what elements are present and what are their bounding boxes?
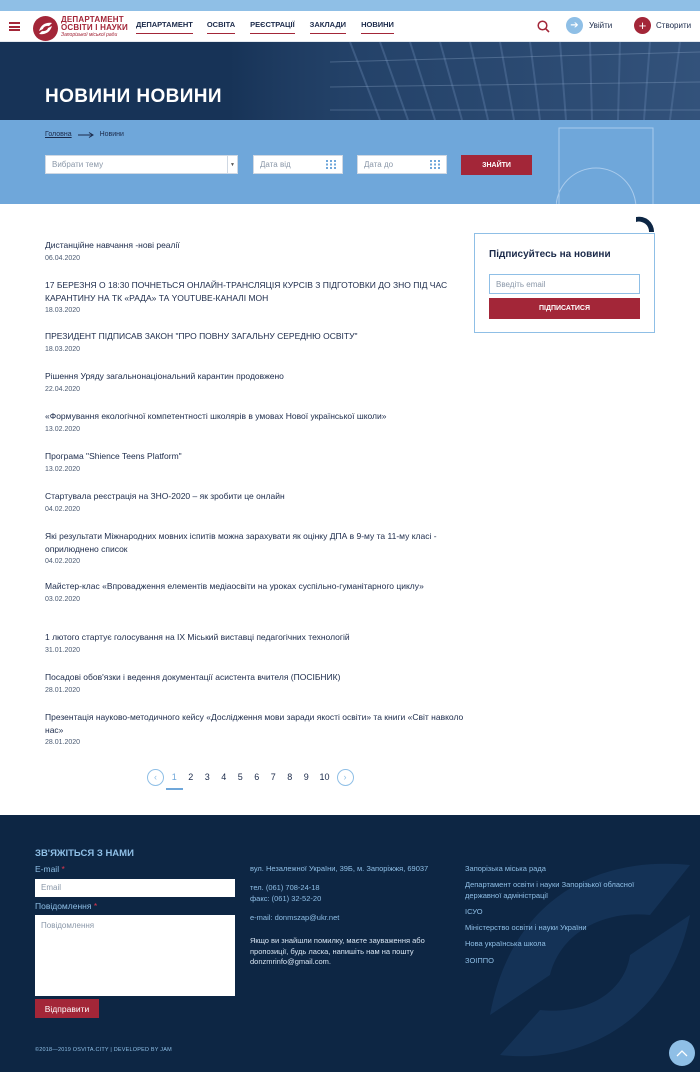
news-item[interactable] — [45, 711, 465, 746]
message-label — [35, 901, 97, 911]
logo-line-2: ОСВІТИ І НАУКИ — [61, 22, 128, 32]
calendar-icon — [430, 160, 440, 169]
news-item[interactable] — [45, 279, 465, 314]
required-mark: * — [61, 864, 65, 874]
footer-phone: тел. (061) 708-24-18 — [250, 883, 320, 892]
hero-banner — [0, 42, 700, 120]
news-title[interactable]: «Формування екологічної компетентності школярів в умовах Нової української школи» — [45, 411, 387, 421]
news-title[interactable]: Які результати Міжнародних мовних іспитів можна зарахувати як оцінку ДПА в 9-му та 11-му класі - оприлюднено список — [45, 531, 437, 554]
find-button[interactable]: ЗНАЙТИ — [461, 155, 532, 175]
footer-note-email[interactable]: donzmrinfo@gmail.com. — [250, 957, 331, 966]
page-link[interactable]: 4 — [221, 772, 227, 782]
footer-link[interactable]: ІСУО — [465, 907, 483, 916]
page-link[interactable]: 3 — [204, 772, 210, 782]
logo-icon[interactable] — [33, 16, 58, 41]
date-to-placeholder: Дата до — [364, 160, 394, 169]
logo-line-3: Запорізької міської ради — [61, 32, 118, 38]
news-date: 04.02.2020 — [45, 558, 81, 565]
footer-link[interactable]: ЗОІППО — [465, 956, 494, 965]
page-title: НОВИНИ НОВИНИ — [45, 86, 222, 107]
subscribe-button[interactable]: ПІДПИСАТИСЯ — [489, 298, 640, 319]
news-date: 04.02.2020 — [45, 505, 81, 513]
plus-icon: + — [634, 17, 651, 34]
footer-link[interactable]: Нова українська школа — [465, 939, 546, 948]
page-link[interactable]: 5 — [237, 772, 243, 782]
page-link[interactable]: 2 — [188, 772, 194, 782]
menu-icon[interactable] — [9, 22, 20, 31]
news-date: 28.01.2020 — [45, 739, 81, 746]
news-date: 31.01.2020 — [45, 646, 81, 654]
login-icon: ➔ — [566, 17, 583, 34]
top-strip — [0, 0, 700, 11]
main-nav — [136, 20, 394, 34]
news-date: 13.02.2020 — [45, 465, 81, 473]
footer-link[interactable]: Департамент освіти і науки Запорізької обласної державної адміністрації — [465, 880, 635, 900]
news-item[interactable] — [45, 490, 465, 513]
news-title[interactable]: Презентація науково-методичного кейсу «Дослідження мови заради якості освіти» та книги «Світ навколо нас» — [45, 712, 464, 735]
nav-item-education[interactable]: ОСВІТА — [207, 20, 235, 34]
news-item[interactable] — [45, 239, 465, 262]
news-date: 18.03.2020 — [45, 307, 81, 314]
subscribe-email-input[interactable]: Введіть email — [489, 274, 640, 294]
date-to-field[interactable] — [357, 155, 447, 174]
news-date: 18.03.2020 — [45, 345, 81, 353]
page-link[interactable]: 10 — [319, 772, 330, 782]
decorative-corner — [636, 214, 654, 232]
news-title[interactable]: Майстер-клас «Впровадження елементів медіаосвіти на уроках суспільно-гуманітарного циклу» — [45, 581, 424, 591]
page-link[interactable]: 6 — [254, 772, 260, 782]
news-date: 06.04.2020 — [45, 254, 81, 262]
nav-item-registrations[interactable]: РЕЄСТРАЦІЇ — [250, 20, 295, 34]
news-title[interactable]: Програма "Shience Teens Platform" — [45, 451, 182, 461]
arrow-right-icon — [78, 132, 94, 138]
site-header — [0, 11, 700, 42]
arrow-up-icon — [676, 1049, 688, 1057]
scroll-top-button[interactable] — [669, 1040, 695, 1066]
page-link[interactable]: 7 — [270, 772, 276, 782]
logo-text[interactable] — [61, 16, 128, 40]
news-title[interactable]: 17 БЕРЕЗНЯ О 18:30 ПОЧНЕТЬСЯ ОНЛАЙН-ТРАНСЛЯЦІЯ КУРСІВ З ПІДГОТОВКИ ДО ЗНО ПІД ЧАС КАРАНТИНУ НА ТК «РАДА» ТА YOUTUBE-КАНАЛІ МОН — [45, 280, 448, 303]
date-from-placeholder: Дата від — [260, 160, 291, 169]
nav-item-department[interactable]: ДЕПАРТАМЕНТ — [136, 20, 193, 34]
news-title[interactable]: Дистанційне навчання -нові реалії — [45, 240, 180, 250]
date-from-field[interactable] — [253, 155, 343, 174]
news-date: 22.04.2020 — [45, 385, 81, 393]
breadcrumb — [45, 131, 124, 138]
login-button[interactable] — [566, 17, 612, 34]
news-item[interactable] — [45, 671, 465, 694]
contact-title: ЗВ'ЯЖІТЬСЯ З НАМИ — [35, 848, 134, 859]
footer-message-input[interactable]: Повідомлення — [35, 915, 235, 996]
send-button[interactable]: Відправити — [35, 999, 99, 1018]
news-title[interactable]: ПРЕЗИДЕНТ ПІДПИСАВ ЗАКОН "ПРО ПОВНУ ЗАГАЛЬНУ СЕРЕДНЮ ОСВІТУ" — [45, 331, 358, 341]
page-link[interactable]: 9 — [303, 772, 309, 782]
required-mark: * — [93, 901, 98, 911]
logo-line-1: ДЕПАРТАМЕНТ — [61, 15, 124, 24]
chevron-left-icon[interactable]: ‹ — [147, 769, 164, 786]
news-date: 28.01.2020 — [45, 686, 81, 694]
pagination — [147, 768, 354, 786]
news-item[interactable] — [45, 450, 465, 473]
email-label — [35, 864, 65, 874]
calendar-icon — [326, 160, 336, 169]
subscribe-box — [474, 233, 655, 333]
breadcrumb-current: Новини — [99, 131, 124, 138]
hero-background-image — [230, 42, 700, 120]
topic-select-value: Вибрати тему — [52, 160, 104, 169]
news-item[interactable] — [45, 370, 465, 393]
chevron-down-icon[interactable]: ▼ — [227, 156, 237, 173]
footer-note-text: Якщо ви знайшли помилку, маєте зауваження або пропозиції, будь ласка, напишіть нам на пошту — [250, 936, 425, 956]
footer-fax: факс: (061) 32-52-20 — [250, 894, 322, 903]
footer-link[interactable]: Запорізька міська рада — [465, 864, 546, 873]
message-label-text: Повідомлення — [35, 901, 92, 911]
footer-note — [250, 936, 450, 968]
news-item[interactable] — [45, 410, 465, 433]
news-title[interactable]: Стартувала реєстрація на ЗНО-2020 – як зробити це онлайн — [45, 491, 285, 501]
page-link[interactable]: 1 — [166, 772, 183, 782]
breadcrumb-home[interactable]: Головна — [45, 131, 72, 138]
chevron-right-icon[interactable]: › — [337, 769, 354, 786]
login-label: Увійти — [589, 21, 613, 30]
news-title[interactable]: Посадові обов'язки і ведення документації асистента вчителя (ПОСІБНИК) — [45, 672, 341, 682]
create-label: Створити — [656, 21, 692, 30]
create-button[interactable] — [634, 17, 691, 34]
search-icon[interactable] — [537, 20, 550, 33]
news-date: 13.02.2020 — [45, 425, 81, 433]
copyright: ©2018—2019 OSVITA.CITY | DEVELOPED BY JAM — [35, 1047, 172, 1053]
footer-link[interactable]: Міністерство освіти і науки України — [465, 923, 587, 932]
subscribe-title: Підписуйтесь на новини — [489, 249, 611, 260]
footer-email[interactable]: e-mail: donmszap@ukr.net — [250, 913, 340, 922]
news-item[interactable] — [45, 330, 465, 353]
nav-item-institutions[interactable]: ЗАКЛАДИ — [310, 20, 346, 34]
decorative-shape — [556, 126, 656, 204]
news-item[interactable] — [45, 530, 465, 565]
news-title[interactable]: Рішення Уряду загальнонаціональний карантин продовжено — [45, 371, 284, 381]
news-title[interactable]: 1 лютого стартує голосування на IX Міський виставці педагогічних технологій — [45, 632, 350, 642]
news-item[interactable] — [45, 631, 465, 654]
page-link[interactable]: 8 — [287, 772, 293, 782]
topic-select[interactable] — [45, 155, 238, 174]
footer-email-input[interactable]: Email — [35, 879, 235, 897]
email-label-text: E-mail — [35, 864, 60, 874]
news-item[interactable] — [45, 580, 465, 603]
footer-address: вул. Незалежної України, 39Б, м. Запоріжжя, 69037 — [250, 864, 429, 873]
nav-item-news[interactable]: НОВИНИ — [361, 20, 394, 34]
news-date: 03.02.2020 — [45, 595, 81, 603]
